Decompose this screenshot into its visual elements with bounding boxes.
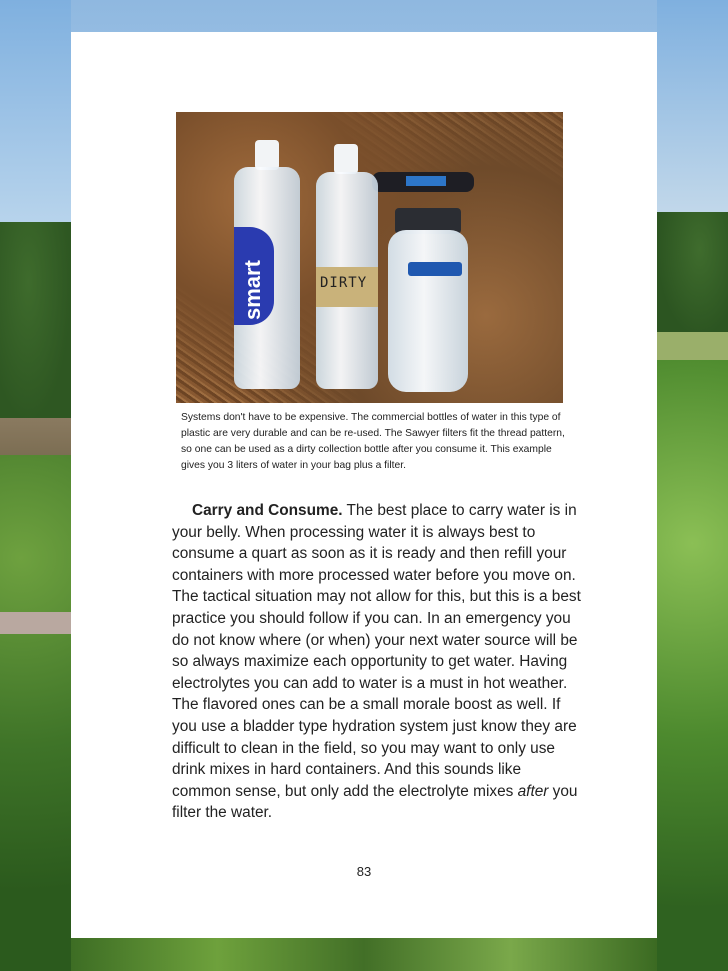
paragraph-lead: Carry and Consume. <box>192 502 343 519</box>
paragraph-tail: you filter the water. <box>172 782 578 822</box>
nalgene-bottle <box>388 230 468 392</box>
body-paragraph <box>172 500 584 824</box>
photo-caption: Systems don't have to be expensive. The commercial bottles of water in this type of plastic are very durable and can be re-used. The Sawyer filters fit the thread pattern, so one can be used as a dirty collection bottle after you consume it. This example gives you 3 liters of water in your bag plus a filter. <box>181 412 565 471</box>
background-scenery-right <box>657 0 728 971</box>
background-foliage-bottom <box>71 938 657 971</box>
paragraph-emphasis: after <box>517 782 549 800</box>
smartwater-label: smart <box>240 260 265 320</box>
water-bottles-photo <box>176 112 563 403</box>
paragraph-text: The best place to carry water is in your belly. When processing water it is always best to consume a quart as soon as it is ready and then refill your containers with more processed water before you move on. The tactical situation may not allow for this, but this is a best practice you should follow if you can. In an emergency you do not know where (or when) your next water source will be so always maximize each opportunity to get water. Having electrolytes you can add to water is a must in hot weather. The flavored ones can be a small morale boost as well. If you use a bladder type hydration system just know they are difficult to clean in the field, so you may want to only use drink mixes in hard containers. And this sounds like common sense, but only add the electrolyte mixes <box>172 502 581 800</box>
dirty-tape-text: DIRTY <box>320 275 368 291</box>
book-page <box>71 32 657 938</box>
nalgene-label <box>408 262 462 276</box>
page-number: 83 <box>356 864 372 879</box>
background-scenery-left <box>0 0 71 971</box>
